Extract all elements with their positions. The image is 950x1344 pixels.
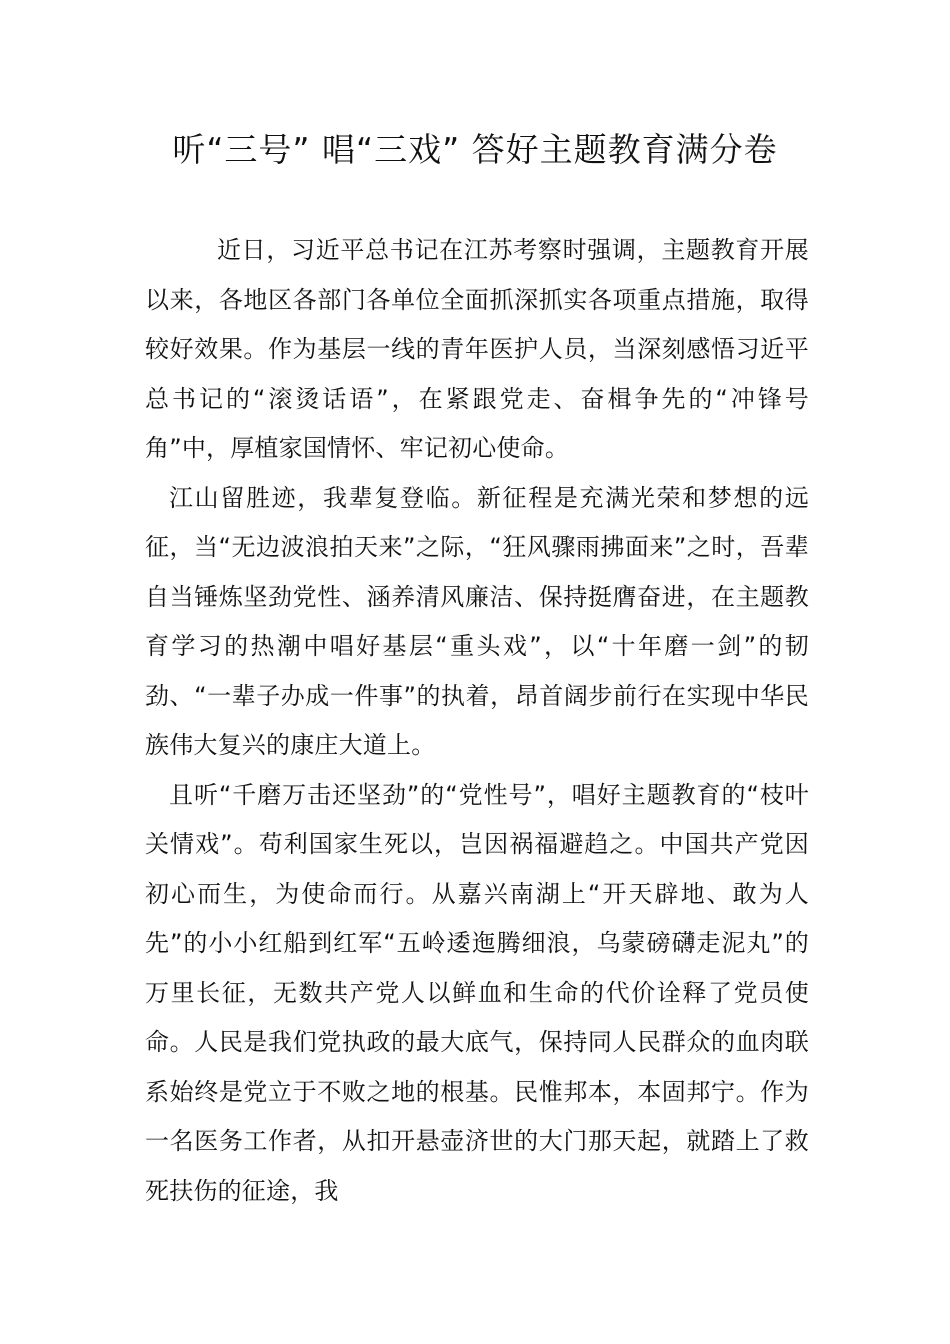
paragraph-3: 且听“千磨万击还坚劲”的“党性号”，唱好主题教育的“枝叶关情戏”。苟利国家生死以，岂因祸福避趋之。中国共产党因初心而生，为使命而行。从嘉兴南湖上“开天辟地、敢为人先”的小小红船到红军“五岭逶迤腾细浪，乌蒙磅礴走泥丸”的万里长征，无数共产党人以鲜血和生命的代价诠释了党员使命。人民是我们党执政的最大底气，保持同人民群众的血肉联系始终是党立于不败之地的根基。民惟邦本，本固邦宁。作为一名医务工作者，从扣开悬壶济世的大门那天起，就踏上了救死扶伤的征途，我: [145, 780, 809, 1205]
paragraph-2: 江山留胜迹，我辈复登临。新征程是充满光荣和梦想的远征，当“无边波浪拍天来”之际，“狂风骤雨拂面来”之时，吾辈自当锤炼坚劲党性、涵养清风廉洁、保持挺膺奋进，在主题教育学习的热潮中唱好基层“重头戏”，以“十年磨一剑”的韧劲、“一辈子办成一件事”的执着，昂首阔步前行在实现中华民族伟大复兴的康庄大道上。: [145, 483, 809, 759]
document-body: [145, 226, 809, 1216]
paragraph-1: 近日，习近平总书记在江苏考察时强调，主题教育开展以来，各地区各部门各单位全面抓深抓实各项重点措施，取得较好效果。作为基层一线的青年医护人员，当深刻感悟习近平总书记的“滚烫话语”，在紧跟党走、奋楫争先的“冲锋号角”中，厚植家国情怀、牢记初心使命。: [145, 236, 809, 462]
document-title: 听“三号” 唱“三戏” 答好主题教育满分卷: [172, 130, 778, 169]
